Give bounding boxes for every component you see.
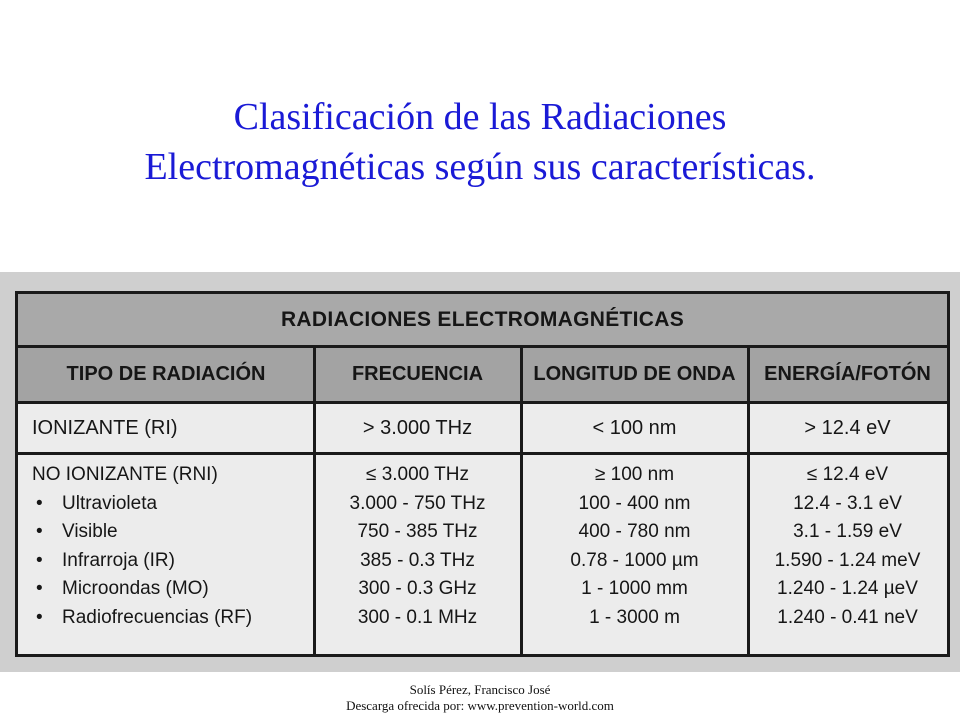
subtype-frequency: 3.000 - 750 THz xyxy=(349,492,486,514)
non-ionizing-wavelength-column xyxy=(521,461,748,632)
subtype-label: Ultravioleta xyxy=(62,492,158,514)
credit-source: Descarga ofrecida por: www.prevention-world.com xyxy=(346,698,614,713)
non-ionizing-frequency-column xyxy=(314,461,521,632)
title-line-2: Electromagnéticas según sus características. xyxy=(144,146,816,188)
non-ionizing-type: NO IONIZANTE (RNI) xyxy=(32,464,218,485)
table-row-non-ionizing xyxy=(18,455,947,654)
credit-author: Solís Pérez, Francisco José xyxy=(409,682,551,697)
subtype-frequency: 300 - 0.1 MHz xyxy=(357,606,478,628)
subtype-energy: 12.4 - 3.1 eV xyxy=(793,492,902,514)
ionizing-energy: > 12.4 eV xyxy=(804,417,891,439)
non-ionizing-energy-column xyxy=(748,461,947,632)
list-item xyxy=(32,490,328,519)
bullet-icon: • xyxy=(36,492,43,514)
ionizing-type: IONIZANTE (RI) xyxy=(32,417,178,439)
non-ionizing-type-column xyxy=(18,461,328,632)
subtype-frequency: 300 - 0.3 GHz xyxy=(358,578,477,599)
ionizing-wavelength: < 100 nm xyxy=(592,417,677,439)
list-item xyxy=(32,518,328,547)
header-frequency: FRECUENCIA xyxy=(351,363,484,385)
subtype-wavelength: 100 - 400 nm xyxy=(578,492,691,514)
subtype-frequency: 385 - 0.3 THz xyxy=(360,549,475,571)
subtype-wavelength: 0.78 - 1000 µm xyxy=(570,549,699,571)
subtype-label: Microondas (MO) xyxy=(62,578,209,599)
list-item xyxy=(32,604,328,633)
subtype-label: Radiofrecuencias (RF) xyxy=(62,606,253,628)
subtype-energy: 3.1 - 1.59 eV xyxy=(793,521,902,542)
bullet-icon: • xyxy=(36,606,43,628)
header-energy: ENERGÍA/FOTÓN xyxy=(764,363,931,385)
slide-title xyxy=(40,92,920,192)
table-header-row xyxy=(18,348,947,404)
title-line-1: Clasificación de las Radiaciones xyxy=(233,96,727,138)
subtype-label: Infrarroja (IR) xyxy=(62,549,175,571)
header-type: TIPO DE RADIACIÓN xyxy=(66,363,266,385)
table-caption: RADIACIONES ELECTROMAGNÉTICAS xyxy=(280,308,685,331)
table-row-ionizing xyxy=(18,404,947,455)
subtype-frequency: 750 - 385 THz xyxy=(357,521,478,542)
radiation-table xyxy=(15,291,950,657)
subtype-wavelength: 400 - 780 nm xyxy=(578,521,691,542)
subtype-label: Visible xyxy=(62,521,118,542)
non-ionizing-energy: ≤ 12.4 eV xyxy=(806,464,889,485)
list-item xyxy=(32,547,328,576)
subtype-energy: 1.590 - 1.24 meV xyxy=(774,549,921,571)
bullet-icon: • xyxy=(36,549,43,571)
bullet-icon: • xyxy=(36,521,43,542)
non-ionizing-frequency: ≤ 3.000 THz xyxy=(365,464,469,485)
footer-credit xyxy=(0,682,960,714)
subtype-energy: 1.240 - 1.24 µeV xyxy=(777,578,918,599)
subtype-wavelength: 1 - 1000 mm xyxy=(581,578,688,599)
bullet-icon: • xyxy=(36,578,43,599)
list-item xyxy=(32,575,328,604)
ionizing-frequency: > 3.000 THz xyxy=(362,417,473,439)
header-wavelength: LONGITUD DE ONDA xyxy=(533,363,736,385)
table-caption-bar xyxy=(18,294,947,348)
non-ionizing-wavelength: ≥ 100 nm xyxy=(594,464,675,485)
subtype-energy: 1.240 - 0.41 neV xyxy=(777,606,918,628)
subtype-wavelength: 1 - 3000 m xyxy=(589,606,680,628)
